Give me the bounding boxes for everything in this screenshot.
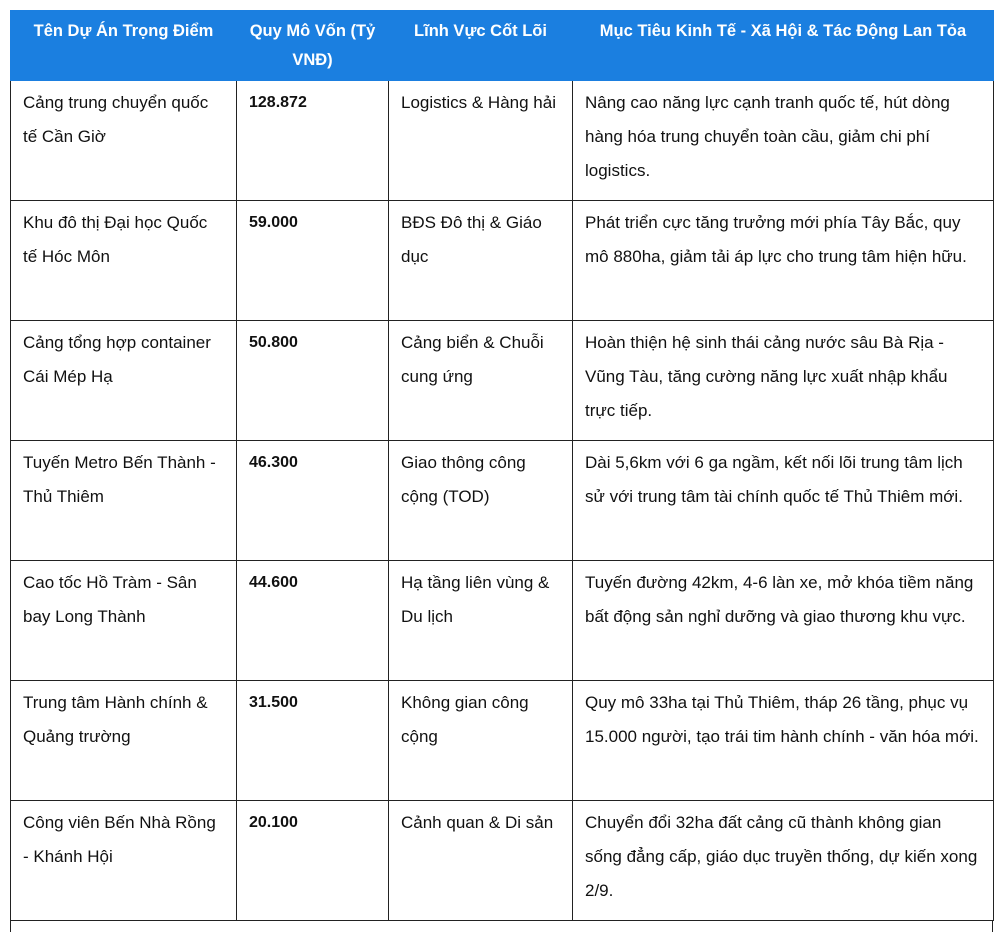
projects-table-container [10,10,993,921]
cell-capital: 31.500 [237,681,389,801]
table-row [11,441,994,561]
cell-capital: 44.600 [237,561,389,681]
table-row [11,321,994,441]
cell-project-name: Tuyến Metro Bến Thành - Thủ Thiêm [11,441,237,561]
cell-sector: Cảng biển & Chuỗi cung ứng [389,321,573,441]
cell-goal: Phát triển cực tăng trưởng mới phía Tây Bắc, quy mô 880ha, giảm tải áp lực cho trung tâm hiện hữu. [573,201,994,321]
header-capital: Quy Mô Vốn (Tỷ VNĐ) [237,11,389,81]
cell-goal: Quy mô 33ha tại Thủ Thiêm, tháp 26 tầng, phục vụ 15.000 người, tạo trái tim hành chính - văn hóa mới. [573,681,994,801]
cell-sector: Logistics & Hàng hải [389,81,573,201]
header-project-name: Tên Dự Án Trọng Điểm [11,11,237,81]
table-row [11,561,994,681]
cell-goal: Tuyến đường 42km, 4-6 làn xe, mở khóa tiềm năng bất động sản nghỉ dưỡng và giao thương khu vực. [573,561,994,681]
cell-goal: Nâng cao năng lực cạnh tranh quốc tế, hút dòng hàng hóa trung chuyển toàn cầu, giảm chi phí logistics. [573,81,994,201]
cell-project-name: Khu đô thị Đại học Quốc tế Hóc Môn [11,201,237,321]
header-goal: Mục Tiêu Kinh Tế - Xã Hội & Tác Động Lan Tỏa [573,11,994,81]
cell-project-name: Cảng tổng hợp container Cái Mép Hạ [11,321,237,441]
table-row [11,201,994,321]
table-row [11,801,994,921]
cell-sector: Cảnh quan & Di sản [389,801,573,921]
cell-sector: Không gian công cộng [389,681,573,801]
projects-table [10,10,994,921]
cell-capital: 59.000 [237,201,389,321]
cell-goal: Dài 5,6km với 6 ga ngầm, kết nối lõi trung tâm lịch sử với trung tâm tài chính quốc tế Thủ Thiêm mới. [573,441,994,561]
table-body [11,81,994,921]
cell-project-name: Cao tốc Hồ Tràm - Sân bay Long Thành [11,561,237,681]
cell-project-name: Công viên Bến Nhà Rồng - Khánh Hội [11,801,237,921]
cell-capital: 50.800 [237,321,389,441]
cell-capital: 46.300 [237,441,389,561]
cell-project-name: Cảng trung chuyển quốc tế Cần Giờ [11,81,237,201]
table-row [11,81,994,201]
cell-goal: Hoàn thiện hệ sinh thái cảng nước sâu Bà Rịa - Vũng Tàu, tăng cường năng lực xuất nhập khẩu trực tiếp. [573,321,994,441]
table-row [11,681,994,801]
cell-sector: Hạ tầng liên vùng & Du lịch [389,561,573,681]
cell-sector: Giao thông công cộng (TOD) [389,441,573,561]
header-row [11,11,994,81]
table-header [11,11,994,81]
cell-sector: BĐS Đô thị & Giáo dục [389,201,573,321]
table-continuation-edge [10,920,993,932]
cell-project-name: Trung tâm Hành chính & Quảng trường [11,681,237,801]
cell-capital: 20.100 [237,801,389,921]
cell-goal: Chuyển đổi 32ha đất cảng cũ thành không gian sống đẳng cấp, giáo dục truyền thống, dự kiến xong 2/9. [573,801,994,921]
header-sector: Lĩnh Vực Cốt Lõi [389,11,573,81]
cell-capital: 128.872 [237,81,389,201]
